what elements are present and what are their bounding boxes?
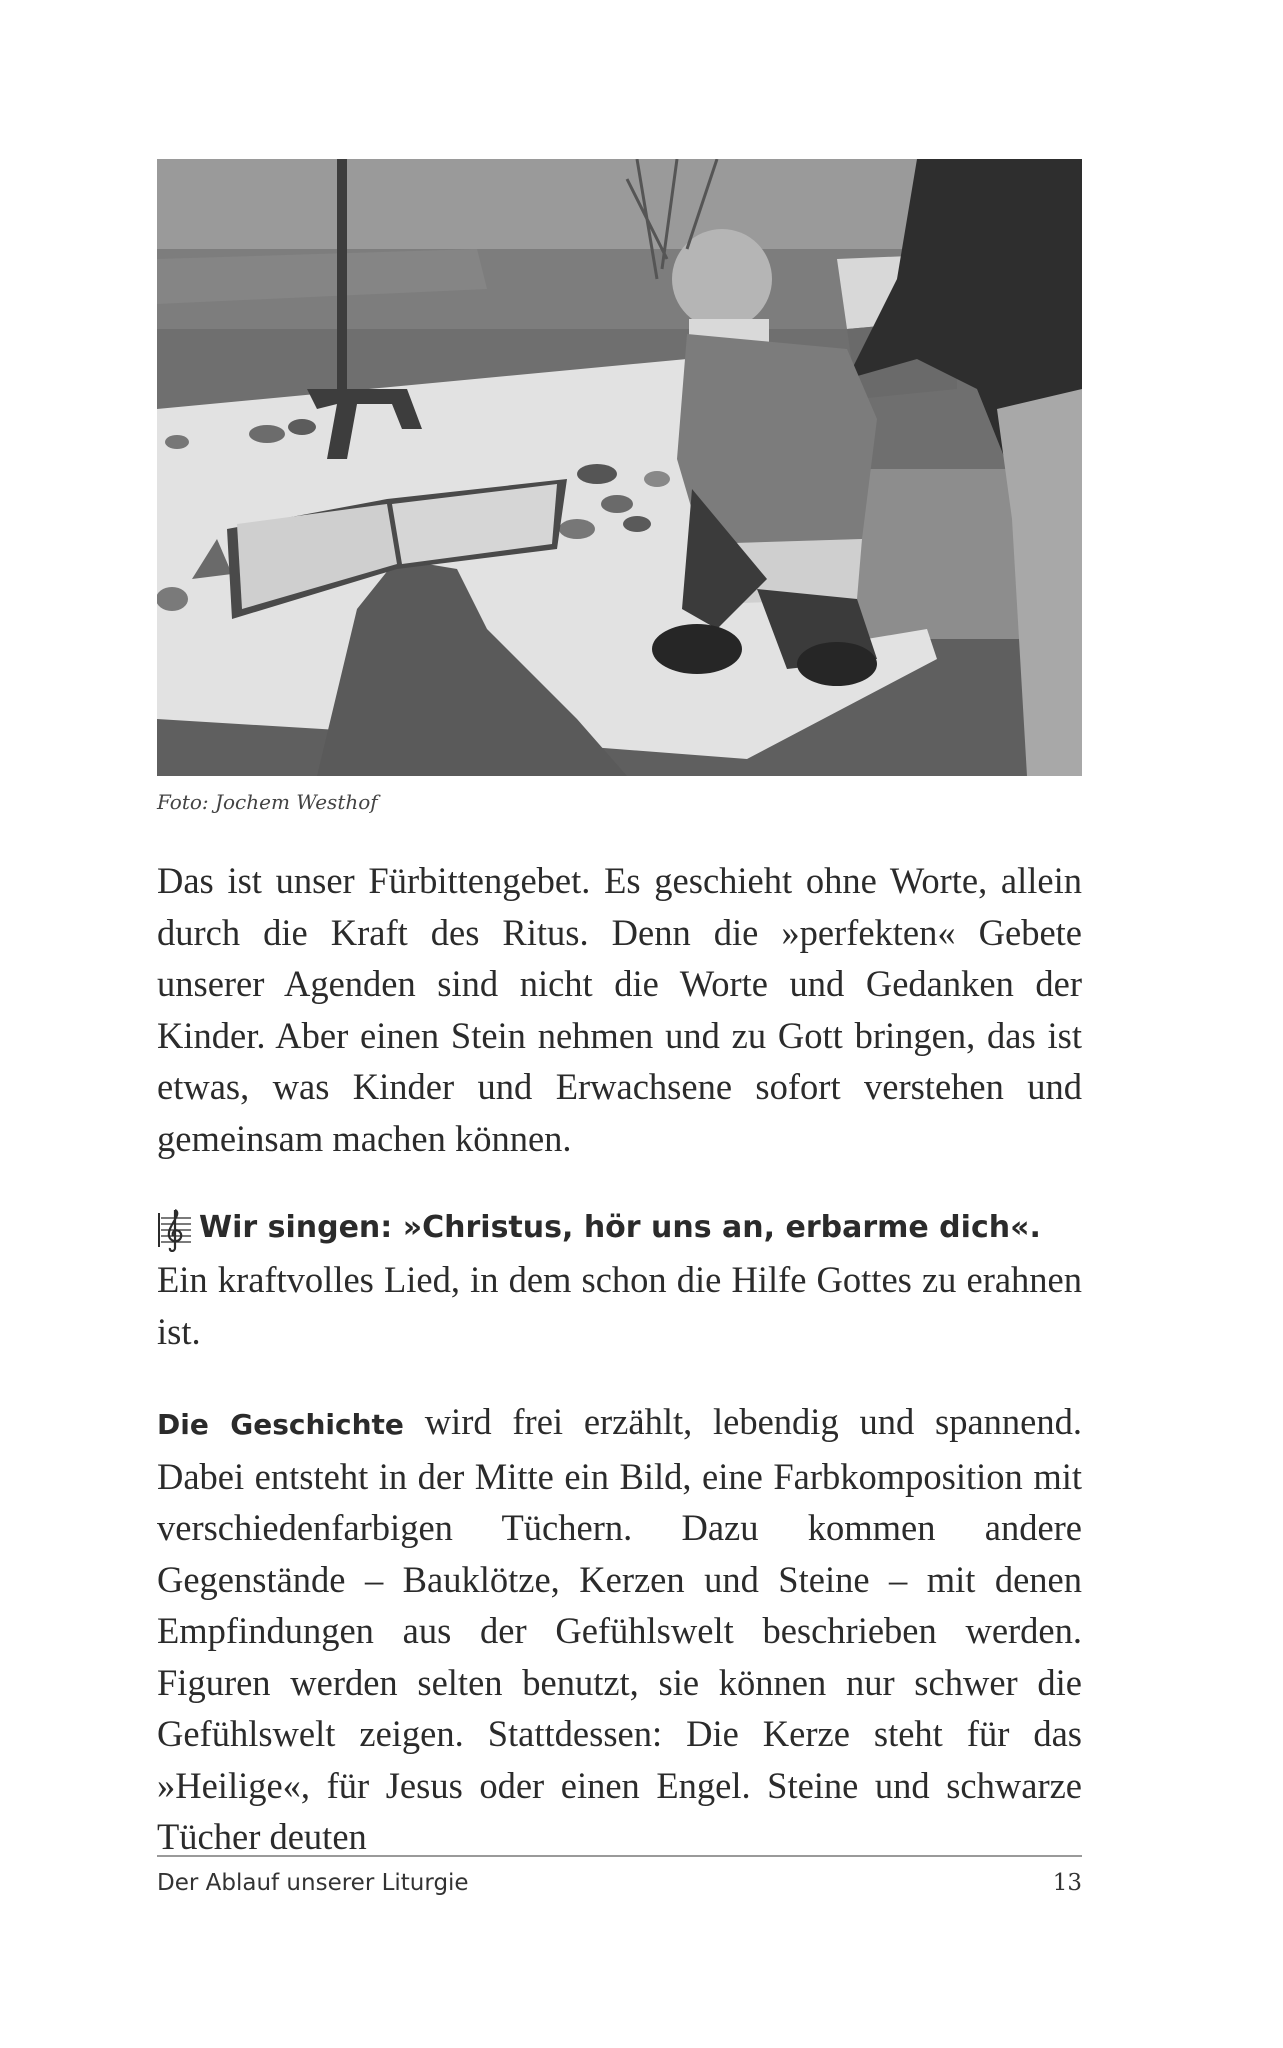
running-footer-title: Der Ablauf unserer Liturgie xyxy=(157,1870,469,1896)
paragraph-intercession: Das ist unser Fürbittengebet. Es geschieht ohne Worte, allein durch die Kraft des Ritus. Denn die »perfekten« Gebete unserer Agenden sind nicht die Worte und Gedanken der Kinder. Aber einen Stein nehmen und zu Gott bringen, das ist etwas, was Kinder und Erwachsene sofort verstehen und gemeinsam machen können. xyxy=(157,860,1082,1159)
photo-illustration xyxy=(157,159,1082,776)
page-number: 13 xyxy=(1052,1870,1082,1896)
footer-rule xyxy=(157,1855,1082,1857)
song-line xyxy=(157,1202,1082,1254)
photo-child-placing-stones xyxy=(157,159,1082,776)
paragraph-story-text: wird frei erzählt, lebendig und spannend. Dabei entsteht in der Mitte ein Bild, eine Farbkomposition mit verschiedenfarbigen Tüchern. Dazu kommen andere Gegenstände – Bauklötze, Kerzen und Steine – mit denen Empfindungen aus der Gefühlswelt beschrieben werden. Figuren werden selten benutzt, sie können nur schwer die Gefühlswelt zeigen. Stattdessen: Die Kerze steht für das »Heilige«, für Jesus oder einen Engel. Steine und schwarze Tücher deuten xyxy=(157,1401,1082,1857)
paragraph-song-description: Ein kraftvolles Lied, in dem schon die Hilfe Gottes zu erahnen ist. xyxy=(157,1259,1082,1352)
paragraph-story-lead: Die Geschichte xyxy=(157,1408,404,1441)
music-note-icon xyxy=(157,1208,193,1252)
photo-caption: Foto: Jochem Westhof xyxy=(157,790,378,814)
paragraph-story xyxy=(157,1396,1082,1863)
song-title: Wir singen: »Christus, hör uns an, erbarme dich«. xyxy=(199,1210,1041,1245)
